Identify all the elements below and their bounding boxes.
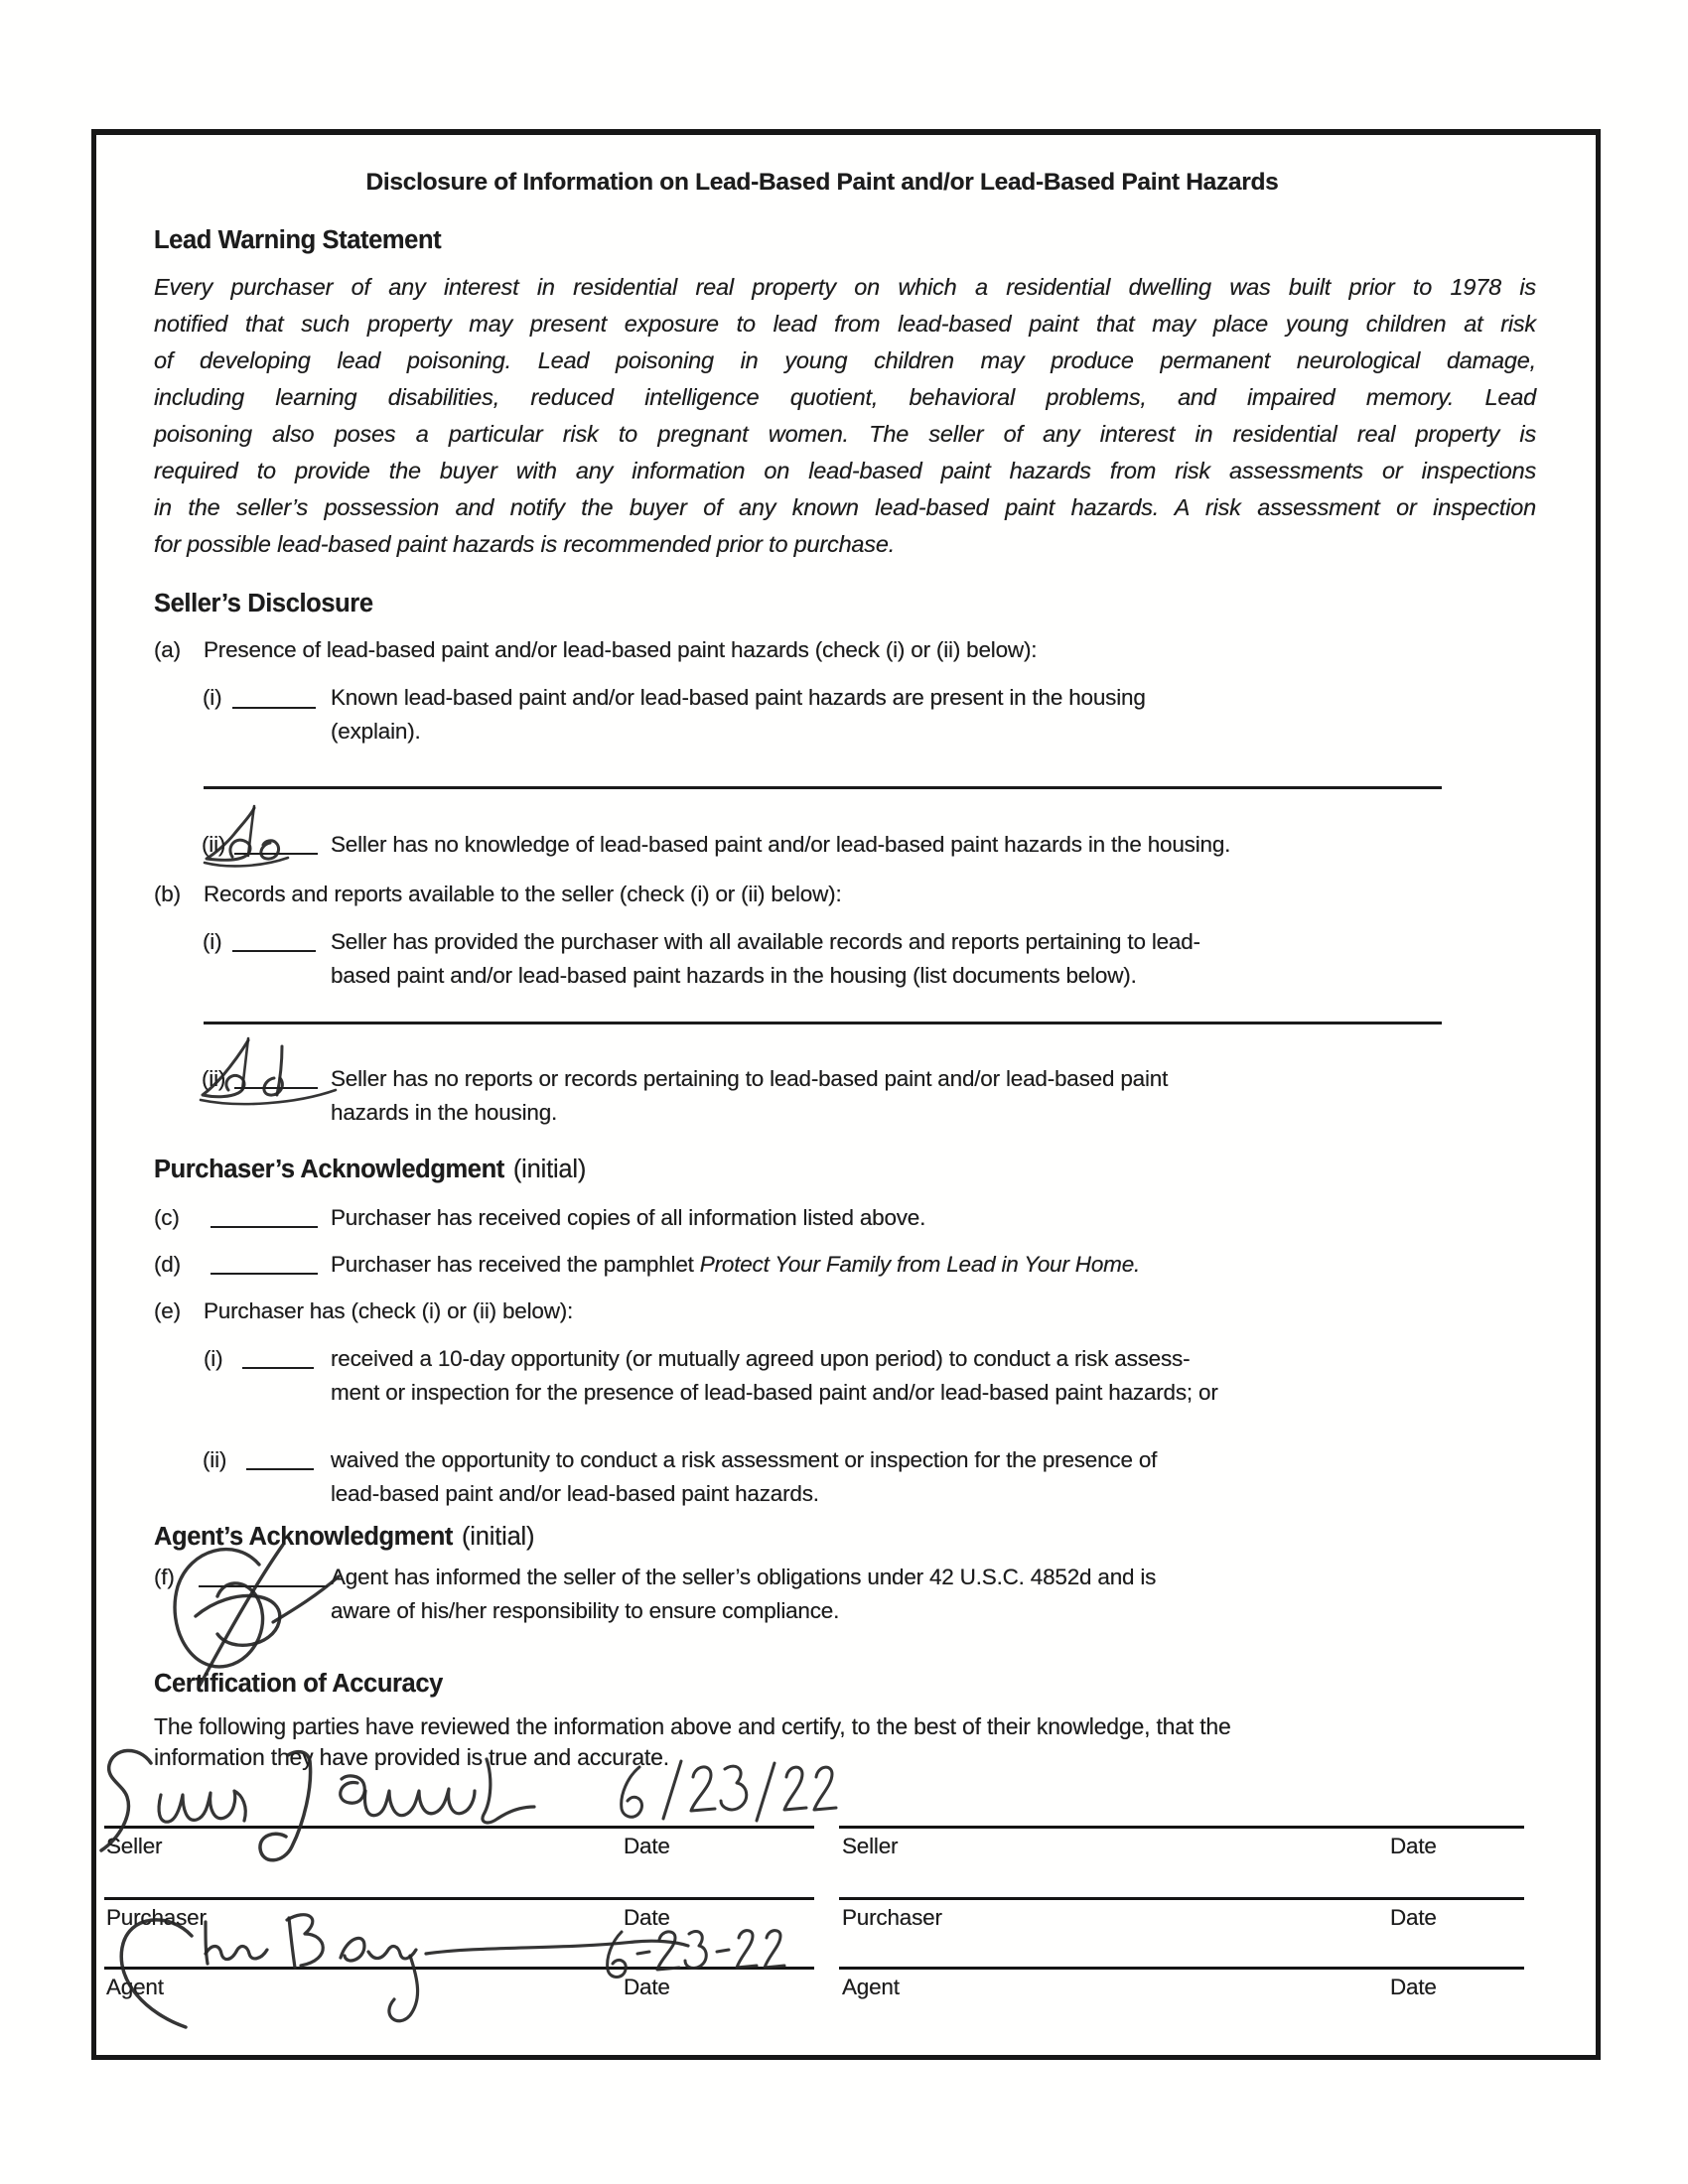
initial-blank-a-i	[232, 707, 316, 709]
lead-warning-line: in the seller’s possession and notify the buyer of any known lead-based paint hazards. A risk assessment or inspection	[154, 494, 1536, 520]
item-e-ii-line1: waived the opportunity to conduct a risk assessment or inspection for the presence of	[331, 1447, 1158, 1472]
item-c-text: Purchaser has received copies of all information listed above.	[331, 1205, 926, 1230]
page-title: Disclosure of Information on Lead-Based Paint and/or Lead-Based Paint Hazards	[365, 169, 1279, 196]
item-f-marker: (f)	[154, 1565, 175, 1589]
item-f-line2: aware of his/her responsibility to ensure compliance.	[331, 1598, 840, 1623]
item-d-marker: (d)	[154, 1252, 181, 1277]
item-e-i-line1: received a 10-day opportunity (or mutually agreed upon period) to conduct a risk assess-	[331, 1346, 1191, 1371]
purchaser-signature-line-right	[839, 1897, 1524, 1900]
lead-warning-line: Every purchaser of any interest in residential real property on which a residential dwelling was built prior to 1978 is	[154, 274, 1536, 300]
item-a-ii-text: Seller has no knowledge of lead-based paint and/or lead-based paint hazards in the housing.	[331, 832, 1231, 857]
item-e-ii-line2: lead-based paint and/or lead-based paint hazards.	[331, 1481, 819, 1506]
lead-warning-line: required to provide the buyer with any information on lead-based paint hazards from risk assessments or inspections	[154, 458, 1536, 483]
agent-signature-line-right	[839, 1967, 1524, 1970]
agent-initials-f-handwriting	[134, 1535, 348, 1694]
item-b-marker: (b)	[154, 882, 181, 906]
certification-heading: Certification of Accuracy	[154, 1670, 443, 1698]
purchaser-label-right: Purchaser	[842, 1905, 942, 1930]
item-a-marker: (a)	[154, 637, 181, 662]
lead-warning-line: notified that such property may present exposure to lead from lead-based paint that may place young children at risk	[154, 311, 1536, 337]
item-b-i-line1: Seller has provided the purchaser with all available records and reports pertaining to lead-	[331, 929, 1200, 954]
item-b-text: Records and reports available to the seller (check (i) or (ii) below):	[204, 882, 842, 906]
documents-blank-line	[204, 1022, 1442, 1024]
purchasers-acknowledgment-suffix: (initial)	[512, 1156, 587, 1183]
certification-line2: information they have provided is true and accurate.	[154, 1744, 669, 1770]
item-c-marker: (c)	[154, 1205, 180, 1230]
sellers-disclosure-heading: Seller’s Disclosure	[154, 590, 373, 617]
lead-warning-line: poisoning also poses a particular risk to pregnant women. The seller of any interest in residential real property is	[154, 421, 1536, 447]
item-d-prefix: Purchaser has received the pamphlet	[331, 1252, 694, 1277]
agents-acknowledgment-suffix: (initial)	[462, 1523, 535, 1551]
check-blank-e-ii	[246, 1468, 314, 1470]
agent-date-label: Date	[624, 1975, 670, 1999]
lead-warning-heading: Lead Warning Statement	[154, 226, 442, 254]
purchasers-acknowledgment-title: Purchaser’s Acknowledgment	[154, 1156, 504, 1183]
item-a-text: Presence of lead-based paint and/or lead-based paint hazards (check (i) or (ii) below):	[204, 637, 1038, 662]
seller-date-label-right: Date	[1390, 1834, 1437, 1858]
purchasers-acknowledgment-heading	[154, 1156, 586, 1184]
pamphlet-title: Protect Your Family from Lead in Your Home.	[699, 1252, 1141, 1277]
agent-label-right: Agent	[842, 1975, 900, 1999]
seller-label: Seller	[106, 1834, 163, 1858]
seller-label-right: Seller	[842, 1834, 899, 1858]
purchaser-date-label-right: Date	[1390, 1905, 1437, 1930]
seller-initials-b-ii-handwriting	[191, 1032, 340, 1122]
initial-blank-c	[211, 1226, 318, 1228]
initial-blank-d	[211, 1273, 318, 1275]
records-blank-b-i	[232, 950, 316, 952]
item-b-ii-marker: (ii)	[202, 1066, 226, 1091]
item-a-ii-marker: (ii)	[202, 832, 226, 857]
item-b-ii-line1: Seller has no reports or records pertaining to lead-based paint and/or lead-based paint	[331, 1066, 1169, 1091]
purchaser-date-label: Date	[624, 1905, 670, 1930]
certification-line1: The following parties have reviewed the information above and certify, to the best of their knowledge, that the	[154, 1713, 1231, 1739]
lead-warning-line: for possible lead-based paint hazards is recommended prior to purchase.	[154, 531, 896, 557]
seller-date-label: Date	[624, 1834, 670, 1858]
lead-warning-line: of developing lead poisoning. Lead poisoning in young children may produce permanent neurological damage,	[154, 347, 1536, 373]
item-e-marker: (e)	[154, 1298, 181, 1323]
agent-label: Agent	[106, 1975, 164, 1999]
item-e-i-line2: ment or inspection for the presence of lead-based paint and/or lead-based paint hazards; or	[331, 1380, 1218, 1405]
item-a-i-line1: Known lead-based paint and/or lead-based paint hazards are present in the housing	[331, 685, 1146, 710]
agents-acknowledgment-title: Agent’s Acknowledgment	[154, 1523, 454, 1551]
seller-signature-line-right	[839, 1826, 1524, 1829]
seller-signature-handwriting	[97, 1739, 663, 1878]
explain-blank-line	[204, 786, 1442, 789]
item-f-line1: Agent has informed the seller of the seller’s obligations under 42 U.S.C. 4852d and is	[331, 1565, 1157, 1589]
item-e-ii-marker: (ii)	[203, 1447, 227, 1472]
item-b-i-line2: based paint and/or lead-based paint hazards in the housing (list documents below).	[331, 963, 1137, 988]
purchaser-signature-line	[104, 1897, 814, 1900]
item-a-i-marker: (i)	[203, 685, 222, 710]
check-blank-e-i	[242, 1367, 314, 1369]
item-b-i-marker: (i)	[203, 929, 222, 954]
item-d-text	[331, 1252, 1140, 1278]
item-e-text: Purchaser has (check (i) or (ii) below):	[204, 1298, 574, 1323]
item-e-i-marker: (i)	[204, 1346, 223, 1371]
lead-warning-line: including learning disabilities, reduced intelligence quotient, behavioral problems, and impaired memory. Lead	[154, 384, 1536, 410]
agent-signature-date-handwriting	[596, 1924, 794, 1989]
item-b-ii-line2: hazards in the housing.	[331, 1100, 558, 1125]
item-a-i-line2: (explain).	[331, 719, 421, 744]
agent-date-label-right: Date	[1390, 1975, 1437, 1999]
purchaser-label: Purchaser	[106, 1905, 207, 1930]
seller-initials-a-ii-handwriting	[191, 800, 310, 884]
seller-signature-date-handwriting	[606, 1753, 844, 1833]
